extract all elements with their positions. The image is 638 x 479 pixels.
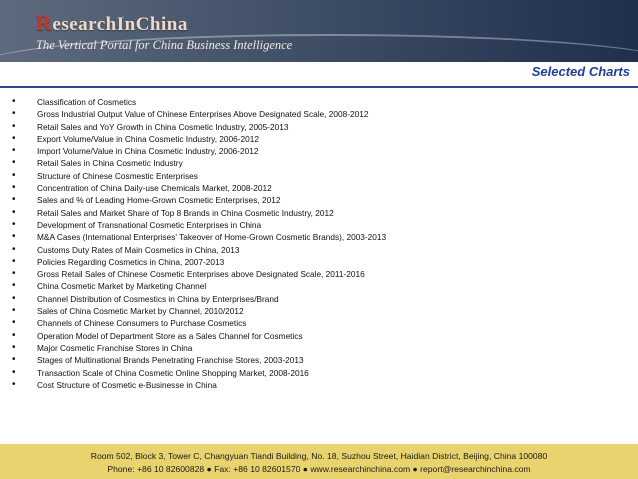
list-item: • Channels of Chinese Consumers to Purchase Cosmetics	[12, 317, 386, 329]
list-item: • Major Cosmetic Franchise Stores in China	[12, 342, 386, 354]
header-banner	[0, 0, 638, 62]
list-item: • Import Volume/Value in China Cosmetic Industry, 2006-2012	[12, 145, 386, 157]
list-item: • Gross Retail Sales of Chinese Cosmetic Enterprises above Designated Scale, 2011-2016	[12, 268, 386, 280]
list-item: • Cost Structure of Cosmetic e-Businesse in China	[12, 379, 386, 391]
list-item: • Channel Distribution of Cosmestics in China by Enterprises/Brand	[12, 293, 386, 305]
logo-text: esearchInChina	[52, 14, 188, 35]
list-item: • China Cosmetic Market by Marketing Channel	[12, 280, 386, 292]
list-item: • Transaction Scale of China Cosmetic Online Shopping Market, 2008-2016	[12, 367, 386, 379]
list-item: • Classification of Cosmetics	[12, 96, 386, 108]
list-item: • Sales of China Cosmetic Market by Channel, 2010/2012	[12, 305, 386, 317]
list-item: • Retail Sales and YoY Growth in China Cosmetic Industry, 2005-2013	[12, 121, 386, 133]
list-item: • M&A Cases (International Enterprises' Takeover of Home-Grown Cosmetic Brands), 2003-2013	[12, 231, 386, 243]
list-item: • Export Volume/Value in China Cosmetic Industry, 2006-2012	[12, 133, 386, 145]
list-item: • Operation Model of Department Store as a Sales Channel for Cosmetics	[12, 330, 386, 342]
footer-address: Room 502, Block 3, Tower C, Changyuan Tiandi Building, No. 18, Suzhou Street, Haidian District, Beijing, China 100080	[90, 451, 548, 461]
logo[interactable]	[36, 10, 188, 36]
logo-initial: R	[36, 10, 53, 35]
list-item: • Stages of Multinational Brands Penetrating Franchise Stores, 2003-2013	[12, 354, 386, 366]
section-title: Selected Charts	[531, 64, 630, 79]
footer-contact: Phone: +86 10 82600828 ● Fax: +86 10 82601570 ● www.researchinchina.com ● report@researchinchina.com	[107, 464, 531, 474]
list-item: • Development of Transnational Cosmetic Enterprises in China	[12, 219, 386, 231]
list-item: • Structure of Chinese Cosmestic Enterprises	[12, 170, 386, 182]
list-item: • Customs Duty Rates of Main Cosmetics in China, 2013	[12, 244, 386, 256]
list-item: • Policies Regarding Cosmetics in China, 2007-2013	[12, 256, 386, 268]
chart-list	[12, 96, 386, 391]
list-item: • Sales and % of Leading Home-Grown Cosmetic Enterprises, 2012	[12, 194, 386, 206]
list-item: • Retail Sales in China Cosmetic Industry	[12, 157, 386, 169]
list-item: • Retail Sales and Market Share of Top 8 Brands in China Cosmetic Industry, 2012	[12, 207, 386, 219]
list-item: • Concentration of China Daily-use Chemicals Market, 2008-2012	[12, 182, 386, 194]
tagline: The Vertical Portal for China Business Intelligence	[36, 38, 293, 52]
title-divider	[0, 86, 638, 88]
list-item: • Gross Industrial Output Value of Chinese Enterprises Above Designated Scale, 2008-2012	[12, 108, 386, 120]
footer	[0, 444, 638, 479]
